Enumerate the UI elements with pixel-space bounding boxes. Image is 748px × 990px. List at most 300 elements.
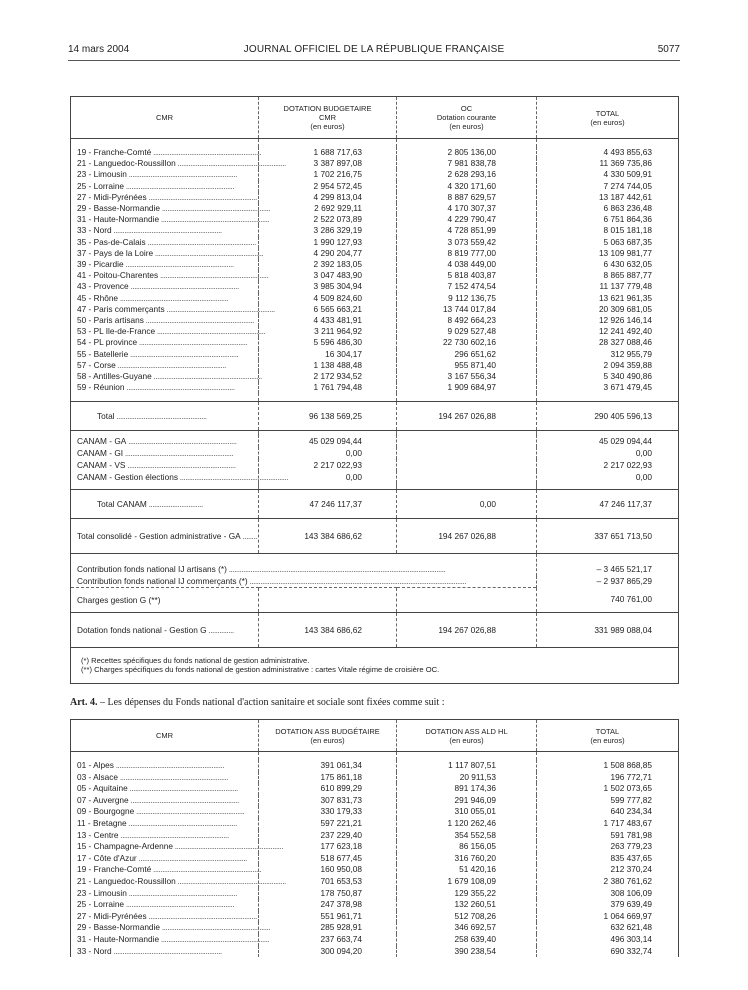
cell-dotation: 330 179,33 xyxy=(259,806,397,818)
table-row xyxy=(71,899,679,911)
cell-cmr xyxy=(71,841,284,853)
row-label: Total xyxy=(97,411,115,422)
cell-oc xyxy=(397,471,537,483)
col-header-cmr: CMR xyxy=(155,731,174,740)
row-label: 54 - PL province xyxy=(77,337,138,348)
leader-dots: ............................................................ xyxy=(159,214,270,225)
leader-dots: ............................................................ xyxy=(155,326,266,337)
cell-dotation: 3 387 897,08 xyxy=(259,158,397,169)
ass-table-body xyxy=(71,752,679,958)
cell-cmr xyxy=(71,293,259,304)
cell-total: 45 029 094,44 xyxy=(537,435,679,447)
cell-cmr xyxy=(71,899,259,911)
row-label: 45 - Rhône xyxy=(77,292,119,303)
journal-title: JOURNAL OFFICIEL DE LA RÉPUBLIQUE FRANÇAISE xyxy=(243,44,505,55)
row-label: Dotation fonds national - Gestion G xyxy=(77,624,207,635)
cell-cmr xyxy=(71,933,270,946)
cell-total: 12 241 492,40 xyxy=(537,326,679,337)
row-label: 59 - Réunion xyxy=(77,382,125,393)
table-row xyxy=(71,783,679,795)
row-label: Total CANAM xyxy=(97,499,147,510)
row-label: 09 - Bourgogne xyxy=(77,806,135,817)
cell-dotation: 237 229,40 xyxy=(259,830,397,842)
footnote: (*) Recettes spécifiques du fonds national de gestion administrative. xyxy=(81,655,310,665)
cell-oc: 1 679 108,09 xyxy=(397,876,537,888)
cell-oc: 1 909 684,97 xyxy=(397,382,537,393)
leader-dots: ............................................................ xyxy=(128,281,239,292)
col-header-dotation-ass-ald: DOTATION ASS ALD HL (en euros) xyxy=(397,720,537,752)
article-4 xyxy=(70,697,678,708)
table-row xyxy=(71,360,679,371)
row-label: 07 - Auvergne xyxy=(77,794,129,805)
row-label: 13 - Centre xyxy=(77,829,119,840)
col-header-cmr: CMR xyxy=(155,113,174,122)
cell-oc: 0,00 xyxy=(397,490,537,519)
cell-oc: 316 760,20 xyxy=(397,853,537,865)
leader-dots: ............................................................ xyxy=(159,933,270,944)
table-row xyxy=(71,337,679,348)
col-header-oc: OC Dotation courante (en euros) xyxy=(397,97,537,139)
row-label: 05 - Aquitaine xyxy=(77,783,128,794)
cell-dotation: 2 954 572,45 xyxy=(259,181,397,192)
spacer-row xyxy=(71,139,679,148)
cell-dotation: 2 692 929,11 xyxy=(259,203,397,214)
leader-dots: ............................................................ xyxy=(160,922,271,933)
table-row xyxy=(71,181,679,192)
cell-total: 8 015 181,18 xyxy=(537,225,679,236)
cell-total: 290 405 596,13 xyxy=(537,402,679,431)
cell-oc: 86 156,05 xyxy=(397,841,537,853)
leader-dots: ............................................................ xyxy=(128,794,239,805)
cell-dotation: 175 861,18 xyxy=(259,772,397,784)
row-label: 23 - Limousin xyxy=(77,887,127,898)
cell-cmr xyxy=(71,237,259,248)
leader-dots: ............................................................ xyxy=(127,783,238,794)
cell-cmr xyxy=(71,471,289,483)
row-label: 31 - Haute-Normandie xyxy=(77,933,160,944)
contribution-row xyxy=(71,554,679,576)
footnotes xyxy=(71,647,679,683)
table-row xyxy=(71,281,679,292)
cell-oc: 955 871,40 xyxy=(397,360,537,371)
cell-total: 640 234,34 xyxy=(537,806,679,818)
cell-total: – 3 465 521,17 xyxy=(537,554,679,576)
cell-total: 331 989 088,04 xyxy=(537,612,679,647)
leader-dots: ............................................................ xyxy=(137,337,248,348)
leader-dots: ............................................................ xyxy=(153,247,264,258)
cell-dotation: 237 663,74 xyxy=(259,934,397,946)
cell-cmr xyxy=(71,795,259,807)
leader-dots: .............. xyxy=(206,624,234,635)
row-label: 01 - Alpes xyxy=(77,760,114,770)
row-label: 29 - Basse-Normandie xyxy=(77,922,161,933)
cell-dotation: 47 246 117,37 xyxy=(259,490,397,519)
cell-oc: 22 730 602,16 xyxy=(397,337,537,348)
row-label: 25 - Lorraine xyxy=(77,180,125,191)
cell-total: 2 380 761,62 xyxy=(537,876,679,888)
cell-total: 28 327 088,46 xyxy=(537,337,679,348)
table-row xyxy=(71,237,679,248)
cell-cmr xyxy=(71,806,259,818)
table-row xyxy=(71,934,679,946)
table-row xyxy=(71,795,679,807)
table-row xyxy=(71,147,679,158)
cell-cmr xyxy=(71,922,271,934)
cell-dotation: 143 384 686,62 xyxy=(259,519,397,554)
cell-oc: 8 887 629,57 xyxy=(397,192,537,203)
leader-dots: ............................................................ xyxy=(145,236,256,247)
row-label: 19 - Franche-Comté xyxy=(77,864,152,875)
leader-dots: ............................................................ xyxy=(177,472,289,483)
cell-total: 1 064 669,97 xyxy=(537,911,679,923)
leader-dots: ........................................................................................................................ xyxy=(226,564,446,575)
row-label: 27 - Midi-Pyrénées xyxy=(77,191,147,202)
leader-dots: ............................................................ xyxy=(126,817,237,828)
cell-dotation: 300 094,20 xyxy=(259,946,397,958)
leader-dots: ............................................................ xyxy=(111,945,222,956)
cell-dotation: 143 384 686,62 xyxy=(259,612,397,647)
row-label: Charges gestion G (**) xyxy=(77,594,161,605)
col-header-total: TOTAL (en euros) xyxy=(537,720,679,752)
cell-oc: 4 038 449,00 xyxy=(397,259,537,270)
cell-total: 1 508 868,85 xyxy=(537,760,679,772)
cell-total: 212 370,24 xyxy=(537,864,679,876)
leader-dots: ............................................................ xyxy=(175,158,286,169)
row-label: 23 - Limousin xyxy=(77,169,127,180)
row-label: 17 - Côte d'Azur xyxy=(77,852,137,863)
leader-dots: ............................................................ xyxy=(172,841,284,852)
cell-oc: 4 320 171,60 xyxy=(397,181,537,192)
table-row xyxy=(71,818,679,830)
cell-cmr xyxy=(71,459,259,471)
leader-dots: ............................................................ xyxy=(124,899,235,910)
cell-cmr xyxy=(71,435,259,447)
col-header-dotation-budgetaire: DOTATION BUDGETAIRE CMR (en euros) xyxy=(259,97,397,139)
cell-oc: 194 267 026,88 xyxy=(397,612,537,647)
cell-cmr xyxy=(71,447,259,459)
leader-dots: ............................................................ xyxy=(115,359,226,370)
cell-total: 47 246 117,37 xyxy=(537,490,679,519)
table-row xyxy=(71,830,679,842)
cell-cmr xyxy=(71,147,262,158)
cell-oc: 20 911,53 xyxy=(397,772,537,784)
leader-dots: ............................................................ xyxy=(146,191,257,202)
cell-total: 6 430 632,05 xyxy=(537,259,679,270)
cell-dotation: 3 211 964,92 xyxy=(259,326,397,337)
cell-dotation: 2 392 183,05 xyxy=(259,259,397,270)
footnote: (**) Charges spécifiques du fonds national de gestion administrative : cartes Vitale régime de croisière OC. xyxy=(81,665,440,675)
cell-total: 1 717 483,67 xyxy=(537,818,679,830)
cell-total: 599 777,82 xyxy=(537,795,679,807)
cell-cmr xyxy=(71,181,259,192)
cell-dotation: 1 138 488,48 xyxy=(259,360,397,371)
cell-cmr xyxy=(71,371,262,382)
table-row xyxy=(71,371,679,382)
dotation-table xyxy=(70,96,679,684)
cell-cmr xyxy=(71,192,259,203)
cell-cmr xyxy=(71,225,259,236)
spacer-cell xyxy=(71,139,259,148)
row-label: 41 - Poitou-Charentes xyxy=(77,270,159,281)
table-row xyxy=(71,192,679,203)
row-label: 19 - Franche-Comté xyxy=(77,147,152,157)
charges-row xyxy=(71,587,679,612)
cell-cmr xyxy=(71,853,259,865)
table-row xyxy=(71,911,679,923)
row-label: 43 - Provence xyxy=(77,281,129,292)
cell-cmr xyxy=(71,946,259,958)
cell-total: 13 187 442,61 xyxy=(537,192,679,203)
table-row xyxy=(71,760,679,772)
cell-oc: 310 055,01 xyxy=(397,806,537,818)
leader-dots: ............................................................ xyxy=(136,852,247,863)
cell-total: 0,00 xyxy=(537,471,679,483)
row-label: 47 - Paris commerçants xyxy=(77,303,165,314)
cell-oc: 346 692,57 xyxy=(397,922,537,934)
leader-dots: ............................................................ xyxy=(160,203,271,214)
cell-cmr xyxy=(71,783,259,795)
row-label: 27 - Midi-Pyrénées xyxy=(77,910,147,921)
cell-cmr xyxy=(71,270,269,281)
col-header-dotation-ass-budgetaire: DOTATION ASS BUDGÉTAIRE (en euros) xyxy=(259,720,397,752)
cell-oc xyxy=(397,435,537,447)
cell-cmr xyxy=(71,760,259,772)
cell-total: 11 369 735,86 xyxy=(537,158,679,169)
header-rule xyxy=(68,60,680,61)
table-row xyxy=(71,946,679,958)
cell-oc: 3 167 556,34 xyxy=(397,371,537,382)
leader-dots: ............................................................ xyxy=(125,460,236,471)
table-row xyxy=(71,225,679,236)
cell-total: 2 094 359,88 xyxy=(537,360,679,371)
spacer-row xyxy=(71,393,679,402)
cell-oc xyxy=(397,447,537,459)
cell-oc: 9 029 527,48 xyxy=(397,326,537,337)
row-label: 37 - Pays de la Loire xyxy=(77,247,154,258)
notes-row xyxy=(71,647,679,683)
leader-dots: ............................................................ xyxy=(158,270,269,281)
leader-dots: .................................................. xyxy=(114,411,207,422)
cell-label xyxy=(71,519,259,554)
cell-dotation: 3 286 329,19 xyxy=(259,225,397,236)
contribution-row xyxy=(71,576,679,588)
cell-total: 20 309 681,05 xyxy=(537,304,679,315)
row-label: CANAM - GA xyxy=(77,436,127,447)
table-row xyxy=(71,270,679,281)
article-label: Art. 4. xyxy=(70,697,98,708)
cell-oc: 291 946,09 xyxy=(397,795,537,807)
cell-oc: 296 651,62 xyxy=(397,349,537,360)
header-date: 14 mars 2004 xyxy=(68,44,130,55)
spacer-cell xyxy=(71,752,259,761)
cell-dotation: 4 509 824,60 xyxy=(259,293,397,304)
spacer-cell xyxy=(537,393,679,402)
total-canam-row xyxy=(71,490,679,519)
row-label: Total consolidé - Gestion administrative - GA xyxy=(77,531,241,542)
leader-dots: ............................................................ xyxy=(123,259,234,270)
cell-cmr xyxy=(71,214,270,225)
cell-dotation: 178 750,87 xyxy=(259,888,397,900)
cell-label xyxy=(71,554,537,576)
table-row xyxy=(71,326,679,337)
leader-dots: ............................................................ xyxy=(164,303,275,314)
cell-dotation: 307 831,73 xyxy=(259,795,397,807)
table-row xyxy=(71,806,679,818)
cell-oc: 51 420,16 xyxy=(397,864,537,876)
cell-dotation: 1 702 216,75 xyxy=(259,169,397,180)
cell-total: – 2 937 865,29 xyxy=(537,576,679,588)
leader-dots: ............................................................ xyxy=(146,910,257,921)
table-row xyxy=(71,853,679,865)
cell-cmr xyxy=(71,303,275,315)
cell-oc: 891 174,36 xyxy=(397,783,537,795)
cell-dotation: 45 029 094,44 xyxy=(259,435,397,447)
table-row xyxy=(71,922,679,934)
cell-cmr xyxy=(71,349,259,360)
cell-dotation: 6 565 663,21 xyxy=(259,304,397,315)
row-label: Contribution fonds national IJ artisans (*) xyxy=(77,564,227,575)
cell-cmr xyxy=(71,203,271,214)
leader-dots: ............................................................ xyxy=(151,371,262,382)
row-label: 25 - Lorraine xyxy=(77,899,125,910)
cell-label xyxy=(71,490,259,519)
cell-empty xyxy=(397,587,537,612)
table-row xyxy=(71,259,679,270)
leader-dots: ............................................................ xyxy=(118,829,229,840)
cell-dotation: 701 653,53 xyxy=(259,876,397,888)
cell-dotation: 160 950,08 xyxy=(259,864,397,876)
row-label: 53 - PL Ile-de-France xyxy=(77,326,156,337)
cell-total: 6 751 864,36 xyxy=(537,214,679,225)
cell-dotation: 5 596 486,30 xyxy=(259,337,397,348)
cell-dotation: 0,00 xyxy=(259,447,397,459)
cell-oc: 7 152 474,54 xyxy=(397,281,537,292)
cell-cmr xyxy=(71,382,259,393)
table-row xyxy=(71,214,679,225)
cell-dotation: 597 221,21 xyxy=(259,818,397,830)
row-label: 35 - Pas-de-Calais xyxy=(77,236,146,247)
cell-cmr xyxy=(71,281,259,292)
cell-dotation: 3 985 304,94 xyxy=(259,281,397,292)
row-label: 31 - Haute-Normandie xyxy=(77,214,160,225)
cell-oc: 1 117 807,51 xyxy=(397,760,537,772)
cell-cmr xyxy=(71,337,259,348)
leader-dots: ............................................................ xyxy=(111,225,222,236)
row-label: 15 - Champagne-Ardenne xyxy=(77,841,173,852)
cell-total: 11 137 779,48 xyxy=(537,281,679,292)
row-label: 11 - Bretagne xyxy=(77,817,127,828)
cell-total: 1 502 073,65 xyxy=(537,783,679,795)
cell-oc: 4 728 851,99 xyxy=(397,225,537,236)
row-label: 58 - Antilles-Guyane xyxy=(77,371,152,382)
cell-total: 308 106,09 xyxy=(537,888,679,900)
cell-cmr xyxy=(71,158,286,169)
cell-oc: 129 355,22 xyxy=(397,888,537,900)
row-label: 57 - Corse xyxy=(77,359,116,370)
canam-row xyxy=(71,471,679,483)
cell-oc: 390 238,54 xyxy=(397,946,537,958)
total-consolide-row xyxy=(71,519,679,554)
cell-total: 379 639,49 xyxy=(537,899,679,911)
leader-dots: ........ xyxy=(240,531,257,542)
leader-dots: ........................................................................................................................ xyxy=(247,575,467,586)
cell-cmr xyxy=(71,326,266,337)
canam-row xyxy=(71,459,679,471)
cell-dotation: 3 047 483,90 xyxy=(259,270,397,281)
cell-dotation: 2 217 022,93 xyxy=(259,459,397,471)
cell-oc: 3 073 559,42 xyxy=(397,237,537,248)
spacer-cell xyxy=(259,393,397,402)
table-row xyxy=(71,876,679,888)
cell-total: 196 772,71 xyxy=(537,772,679,784)
cell-cmr xyxy=(71,864,262,876)
leader-dots: ............................................................ xyxy=(124,180,235,191)
leader-dots: ............................................................ xyxy=(118,771,229,782)
cell-dotation: 2 522 073,89 xyxy=(259,214,397,225)
canam-row xyxy=(71,435,679,447)
cell-dotation: 2 172 934,52 xyxy=(259,371,397,382)
cell-cmr xyxy=(71,830,259,842)
row-label: 21 - Languedoc-Roussillon xyxy=(77,875,176,886)
leader-dots: ............................................................ xyxy=(123,448,234,459)
table-row xyxy=(71,158,679,169)
cell-label xyxy=(71,612,259,647)
cell-oc: 2 628 293,16 xyxy=(397,169,537,180)
row-label: CANAM - VS xyxy=(77,460,126,471)
spacer-cell xyxy=(397,139,537,148)
page-number: 5077 xyxy=(657,44,680,55)
cell-label xyxy=(71,576,537,588)
row-label: 50 - Paris artisans xyxy=(77,315,144,326)
row-label: 21 - Languedoc-Roussillon xyxy=(77,158,176,169)
table-row xyxy=(71,248,679,259)
spacer-cell xyxy=(259,139,397,148)
table-row xyxy=(71,888,679,900)
row-label: 03 - Alsace xyxy=(77,771,119,782)
cell-total: 2 217 022,93 xyxy=(537,459,679,471)
leader-dots: ............................................................ xyxy=(124,382,235,393)
cell-dotation: 610 899,29 xyxy=(259,783,397,795)
table-row xyxy=(71,772,679,784)
cell-total: 13 109 981,77 xyxy=(537,248,679,259)
cell-oc: 194 267 026,88 xyxy=(397,519,537,554)
cell-oc: 132 260,51 xyxy=(397,899,537,911)
spacer-cell xyxy=(397,393,537,402)
cell-total: 4 493 855,63 xyxy=(537,147,679,158)
cell-total: 312 955,79 xyxy=(537,349,679,360)
cell-oc: 4 229 790,47 xyxy=(397,214,537,225)
cell-cmr xyxy=(71,169,259,180)
cell-dotation: 1 761 794,48 xyxy=(259,382,397,393)
cell-dotation: 96 138 569,25 xyxy=(259,402,397,431)
row-label: CANAM - Gestion élections xyxy=(77,472,178,483)
cell-total: 7 274 744,05 xyxy=(537,181,679,192)
row-label: 33 - Nord xyxy=(77,225,112,236)
spacer-row xyxy=(71,752,679,761)
row-label: 55 - Batellerie xyxy=(77,348,129,359)
cell-dotation: 4 299 813,04 xyxy=(259,192,397,203)
article-text: – Les dépenses du Fonds national d'action sanitaire et sociale sont fixées comme suit : xyxy=(97,697,445,708)
row-label: CANAM - GI xyxy=(77,448,124,459)
canam-row xyxy=(71,447,679,459)
col-header-total: TOTAL (en euros) xyxy=(537,97,679,139)
cell-oc: 8 492 664,23 xyxy=(397,315,537,326)
cell-oc: 258 639,40 xyxy=(397,934,537,946)
cell-total: 13 621 961,35 xyxy=(537,293,679,304)
leader-dots: ............................................................ xyxy=(126,436,237,447)
cell-dotation: 518 677,45 xyxy=(259,853,397,865)
table-row xyxy=(71,382,679,393)
